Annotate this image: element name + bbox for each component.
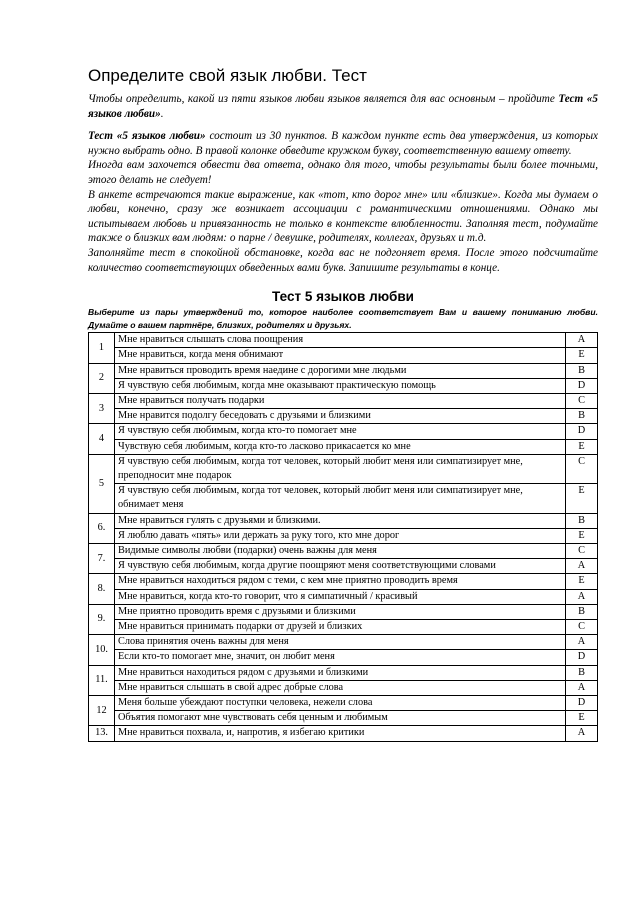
statement-text: Мне нравится подолгу беседовать с друзьями и близкими <box>115 409 566 424</box>
questions-table <box>88 332 598 741</box>
question-row <box>89 393 598 408</box>
statement-text: Мне нравиться похвала, и, напротив, я избегаю критики <box>115 726 566 741</box>
question-number: 10. <box>89 635 115 665</box>
statement-text: Мне нравиться, когда кто-то говорит, что я симпатичный / красивый <box>115 589 566 604</box>
answer-letter[interactable]: A <box>566 559 598 574</box>
question-row <box>89 665 598 680</box>
answer-letter[interactable]: C <box>566 454 598 483</box>
statement-text: Мне нравиться слышать в свой адрес добрые слова <box>115 680 566 695</box>
statement-text: Видимые символы любви (подарки) очень важны для меня <box>115 543 566 558</box>
question-row <box>89 454 598 483</box>
answer-letter[interactable]: E <box>566 348 598 363</box>
answer-letter[interactable]: C <box>566 393 598 408</box>
question-row <box>89 696 598 711</box>
answer-letter[interactable]: B <box>566 513 598 528</box>
question-number: 7. <box>89 543 115 573</box>
question-row <box>89 528 598 543</box>
intro-p2-text: состоит из 30 пунктов. В каждом пункте есть два утверждения, из которых нужно выбрать одно. В правой колонке обведите кружком букву, соответственную вашему ответу. <box>88 130 598 157</box>
answer-letter[interactable]: C <box>566 543 598 558</box>
question-number: 12 <box>89 696 115 726</box>
answer-letter[interactable]: D <box>566 378 598 393</box>
intro-paragraph-1 <box>88 92 598 121</box>
question-row <box>89 363 598 378</box>
test-instruction: Выберите из пары утверждений то, которое наиболее соответствует Вам и вашему пониманию любви. Думайте о вашем партнёре, близких, родителях и друзьях. <box>88 307 598 330</box>
statement-text: Мне нравиться слышать слова поощрения <box>115 333 566 348</box>
answer-letter[interactable]: D <box>566 696 598 711</box>
answer-letter[interactable]: A <box>566 589 598 604</box>
answer-letter[interactable]: A <box>566 680 598 695</box>
statement-text: Мне нравиться получать подарки <box>115 393 566 408</box>
statement-text: Мне нравиться проводить время наедине с дорогими мне людьми <box>115 363 566 378</box>
document-page <box>88 66 598 742</box>
question-number: 4 <box>89 424 115 454</box>
test-title: Тест 5 языков любви <box>272 289 414 305</box>
statement-text: Слова принятия очень важны для меня <box>115 635 566 650</box>
answer-letter[interactable]: E <box>566 439 598 454</box>
question-row <box>89 484 598 513</box>
question-row <box>89 619 598 634</box>
answer-letter[interactable]: E <box>566 711 598 726</box>
question-row <box>89 513 598 528</box>
intro-text <box>88 92 598 275</box>
answer-letter[interactable]: A <box>566 333 598 348</box>
question-row <box>89 680 598 695</box>
intro-p2-test-name: Тест «5 языков любви» <box>88 130 206 143</box>
statement-text: Мне нравиться принимать подарки от друзей и близких <box>115 619 566 634</box>
statement-text: Мне нравиться находиться рядом с теми, с кем мне приятно проводить время <box>115 574 566 589</box>
question-number: 11. <box>89 665 115 695</box>
intro-p1-text: Чтобы определить, какой из пяти языков любви языков является для вас основным – пройдите <box>88 93 559 105</box>
statement-text: Мне нравиться, когда меня обнимают <box>115 348 566 363</box>
questions-table-body <box>89 333 598 741</box>
intro-p1-test-name: Тест «5 языков любви» <box>88 93 598 120</box>
intro-p1-end: . <box>160 107 164 120</box>
question-row <box>89 711 598 726</box>
question-row <box>89 635 598 650</box>
statement-text: Я чувствую себя любимым, когда мне оказывают практическую помощь <box>115 378 566 393</box>
answer-letter[interactable]: A <box>566 635 598 650</box>
statement-text: Я чувствую себя любимым, когда кто-то помогает мне <box>115 424 566 439</box>
question-row <box>89 378 598 393</box>
statement-text: Чувствую себя любимым, когда кто-то ласково прикасается ко мне <box>115 439 566 454</box>
question-row <box>89 348 598 363</box>
intro-paragraph-4: В анкете встречаются такие выражение, как «тот, кто дорог мне» или «близкие». Когда мы думаем о любви, конечно, сразу же возникает ассоциации с романтическими отношениями. Однако мы испытываем любовь и привязанность не только в контексте влюбленности. Заполняя тест, подумайте также о близких вам людям: о парне / девушке, родителях, коллегах, друзьях и т.д. <box>88 188 598 245</box>
statement-text: Объятия помогают мне чувствовать себя ценным и любимым <box>115 711 566 726</box>
question-number: 8. <box>89 574 115 604</box>
question-row <box>89 409 598 424</box>
answer-letter[interactable]: B <box>566 604 598 619</box>
question-number: 13. <box>89 726 115 741</box>
intro-paragraph-5: Заполняйте тест в спокойной обстановке, когда вас не подгоняет время. После этого подсчитайте количество соответствующих обведенных вами букв. Запишите результаты в конце. <box>88 246 598 274</box>
question-number: 6. <box>89 513 115 543</box>
statement-text: Я чувствую себя любимым, когда тот человек, который любит меня или симпатизирует мне, обнимает меня <box>115 484 566 513</box>
statement-text: Меня больше убеждают поступки человека, нежели слова <box>115 696 566 711</box>
question-number: 2 <box>89 363 115 393</box>
answer-letter[interactable]: D <box>566 424 598 439</box>
answer-letter[interactable]: B <box>566 665 598 680</box>
question-row <box>89 559 598 574</box>
question-number: 5 <box>89 454 115 513</box>
intro-paragraph-3: Иногда вам захочется обвести два ответа, однако для того, чтобы результаты были более точными, этого делать не следует! <box>88 159 598 186</box>
statement-text: Если кто-то помогает мне, значит, он любит меня <box>115 650 566 665</box>
answer-letter[interactable]: D <box>566 650 598 665</box>
answer-letter[interactable]: A <box>566 726 598 741</box>
statement-text: Мне нравиться гулять с друзьями и близкими. <box>115 513 566 528</box>
question-number: 1 <box>89 333 115 363</box>
answer-letter[interactable]: C <box>566 619 598 634</box>
answer-letter[interactable]: E <box>566 528 598 543</box>
question-row <box>89 726 598 741</box>
question-row <box>89 333 598 348</box>
statement-text: Мне нравиться находиться рядом с друзьями и близкими <box>115 665 566 680</box>
question-row <box>89 589 598 604</box>
intro-paragraph-2 <box>88 129 598 158</box>
question-row <box>89 424 598 439</box>
page-title: Определите свой язык любви. Тест <box>88 66 367 85</box>
answer-letter[interactable]: B <box>566 363 598 378</box>
statement-text: Мне приятно проводить время с друзьями и близкими <box>115 604 566 619</box>
answer-letter[interactable]: B <box>566 409 598 424</box>
question-number: 3 <box>89 393 115 423</box>
statement-text: Я чувствую себя любимым, когда другие поощряют меня соответствующими словами <box>115 559 566 574</box>
question-row <box>89 439 598 454</box>
question-row <box>89 650 598 665</box>
statement-text: Я люблю давать «пять» или держать за руку того, кто мне дорог <box>115 528 566 543</box>
question-row <box>89 574 598 589</box>
question-number: 9. <box>89 604 115 634</box>
question-row <box>89 604 598 619</box>
question-row <box>89 543 598 558</box>
statement-text: Я чувствую себя любимым, когда тот человек, который любит меня или симпатизирует мне, преподносит мне подарок <box>115 454 566 483</box>
answer-letter[interactable]: E <box>566 484 598 513</box>
answer-letter[interactable]: E <box>566 574 598 589</box>
